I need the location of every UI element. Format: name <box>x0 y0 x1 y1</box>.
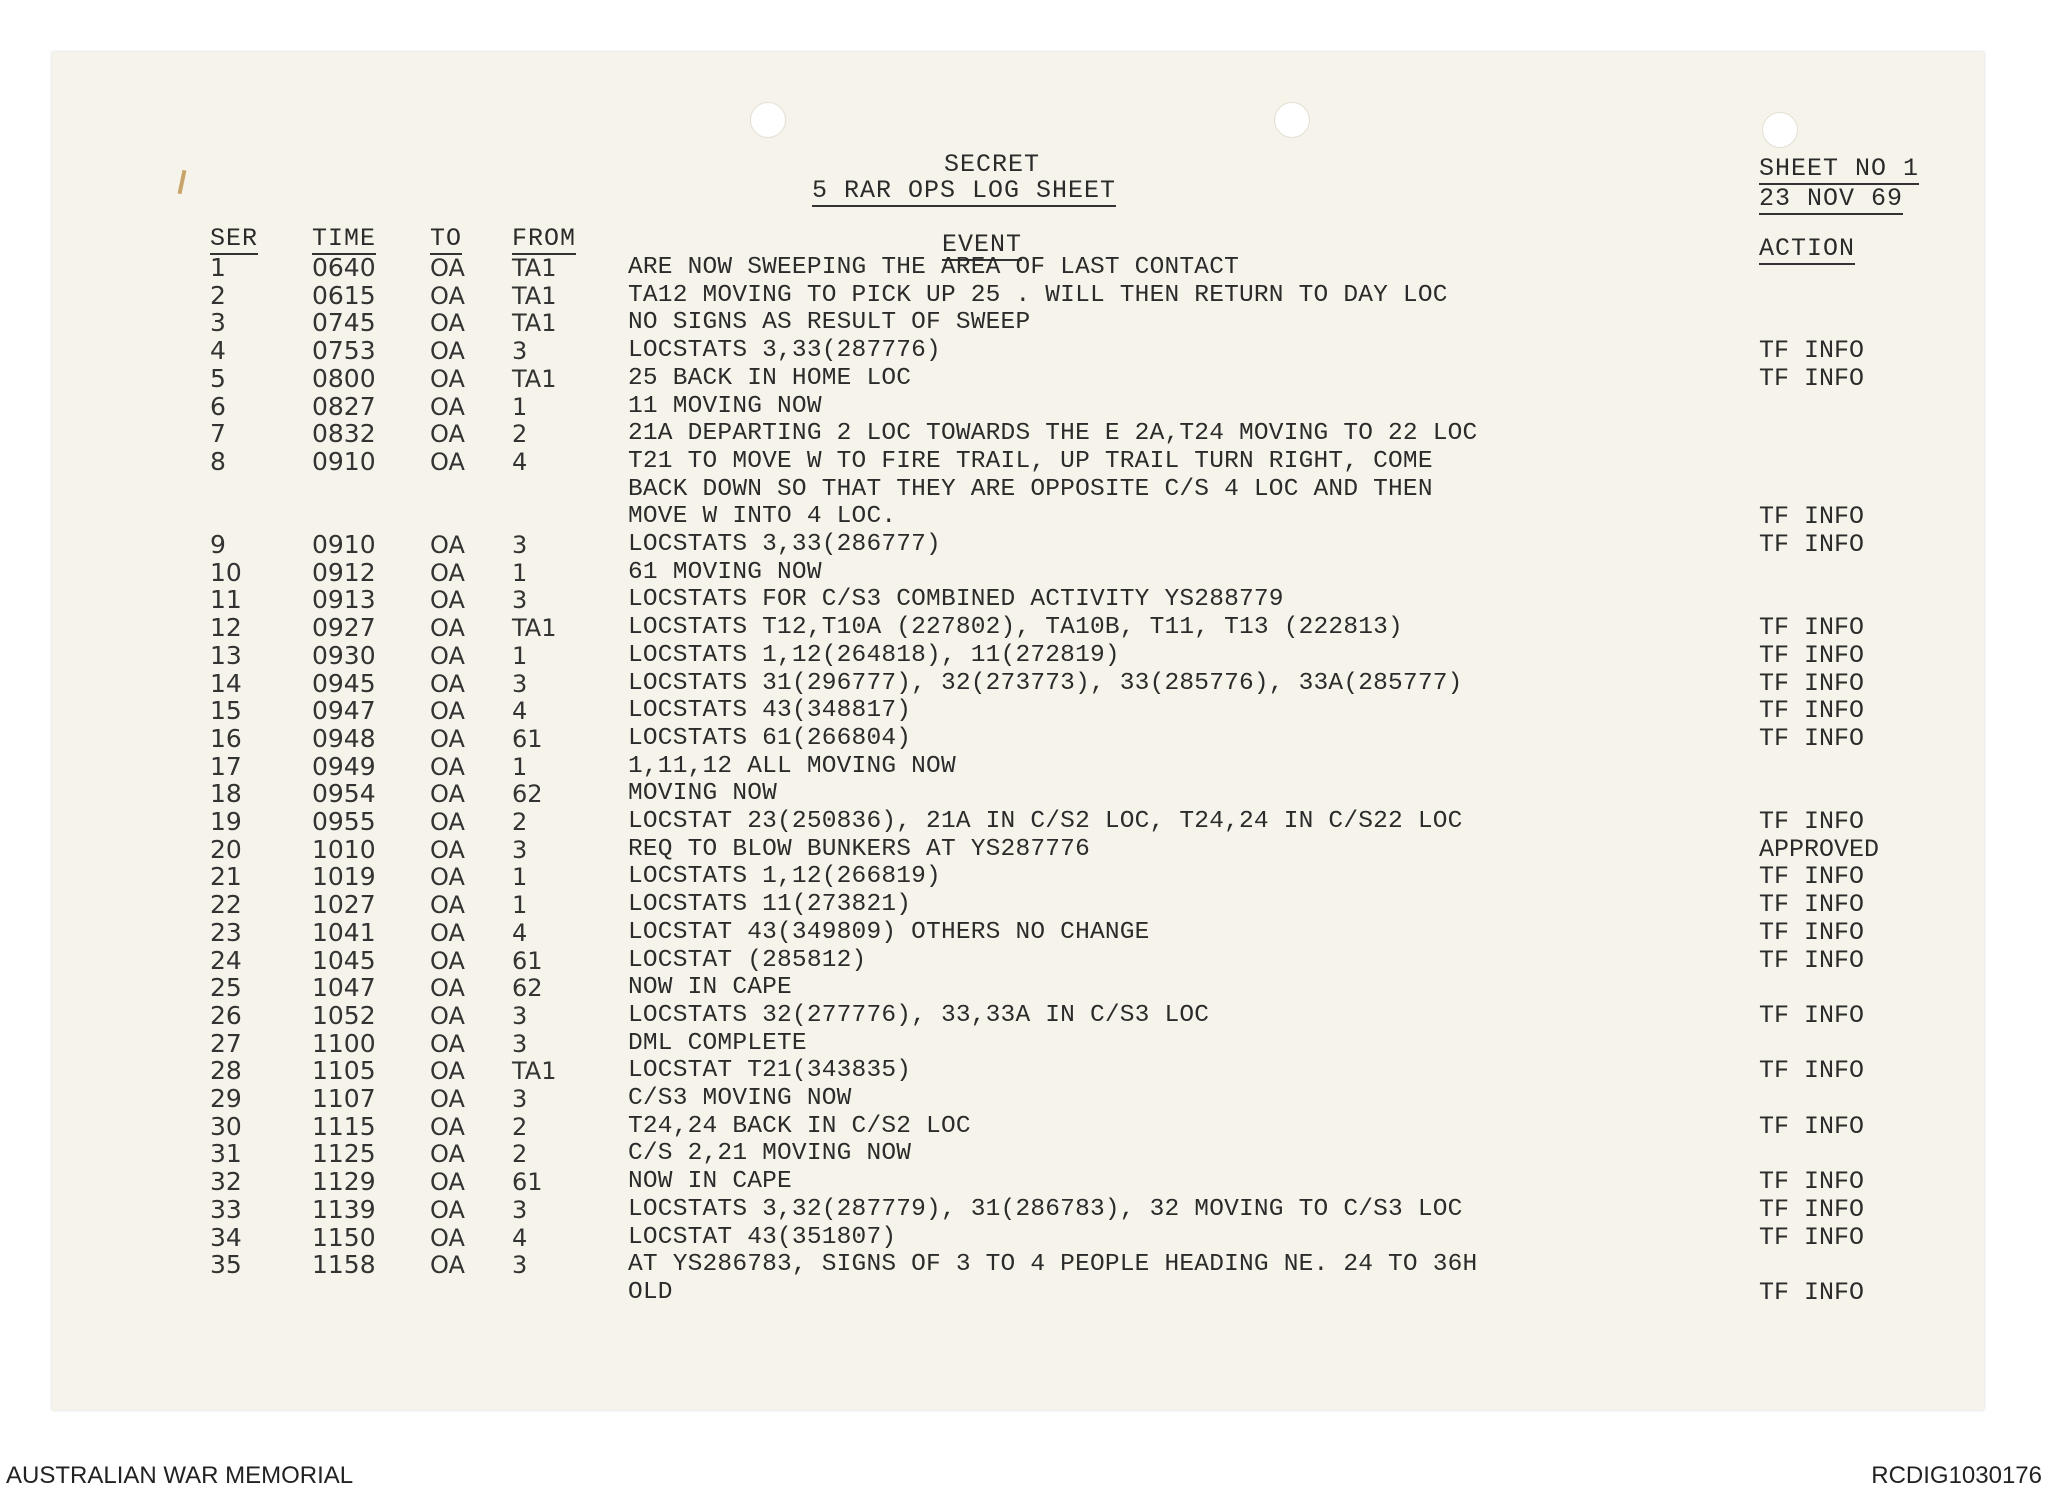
ser-cell: 5 <box>210 363 226 393</box>
column-header-ser: SER <box>210 224 259 253</box>
time-cell: 0640 <box>312 253 376 282</box>
to-cell: OA <box>430 558 465 587</box>
to-cell: OA <box>430 891 465 920</box>
to-cell: OA <box>430 337 465 366</box>
event-cell: T21 TO MOVE W TO FIRE TRAIL, UP TRAIL TURN RIGHT, COME <box>628 447 1433 475</box>
footer-reference-id: RCDIG1030176 <box>1871 1462 2042 1489</box>
to-cell: OA <box>430 918 465 947</box>
event-cell: REQ TO BLOW BUNKERS AT YS287776 <box>628 835 1090 863</box>
ser-cell: 6 <box>210 391 226 421</box>
time-cell: 1027 <box>312 890 376 920</box>
action-cell: TF INFO <box>1759 917 1865 947</box>
time-cell: 0930 <box>312 640 376 670</box>
event-cell: AT YS286783, SIGNS OF 3 TO 4 PEOPLE HEADING NE. 24 TO 36H <box>628 1251 1478 1279</box>
ser-cell: 35 <box>210 1250 242 1280</box>
event-cell: LOCSTAT T21(343835) <box>628 1057 912 1085</box>
ser-cell: 25 <box>210 973 242 1003</box>
ser-cell: 12 <box>210 613 242 643</box>
from-cell: 4 <box>512 447 528 476</box>
time-cell: 1100 <box>312 1028 376 1058</box>
event-cell: 1,11,12 ALL MOVING NOW <box>628 752 956 780</box>
to-cell: OA <box>430 1168 465 1197</box>
event-cell: C/S 2,21 MOVING NOW <box>628 1140 912 1168</box>
ser-cell: 31 <box>210 1139 242 1169</box>
punch-hole-right <box>1762 112 1798 148</box>
action-cell: TF INFO <box>1759 1056 1865 1086</box>
table-row <box>52 1196 1984 1224</box>
to-cell: OA <box>430 835 465 864</box>
action-cell: TF INFO <box>1759 1000 1865 1030</box>
ser-cell: 27 <box>210 1028 242 1058</box>
time-cell: 0912 <box>312 557 376 587</box>
action-cell: TF INFO <box>1759 363 1865 393</box>
time-cell: 1107 <box>312 1084 376 1113</box>
ser-cell: 3 <box>210 308 226 338</box>
to-cell: OA <box>430 1001 465 1030</box>
from-cell: 1 <box>512 891 528 920</box>
to-cell: OA <box>430 863 465 892</box>
action-cell: TF INFO <box>1759 1167 1865 1197</box>
ser-cell: 34 <box>210 1222 242 1252</box>
table-row <box>52 448 1984 476</box>
ser-cell: 10 <box>210 557 242 587</box>
from-cell: TA1 <box>512 309 557 338</box>
to-cell: OA <box>430 1223 465 1252</box>
table-row <box>52 919 1984 947</box>
event-cell: LOCSTATS 3,32(287779), 31(286783), 32 MOVING TO C/S3 LOC <box>628 1195 1463 1223</box>
ser-cell: 9 <box>210 530 226 559</box>
event-cell: NO SIGNS AS RESULT OF SWEEP <box>628 309 1031 337</box>
event-cell: LOCSTATS 1,12(266819) <box>628 863 941 891</box>
ser-cell: 8 <box>210 446 226 476</box>
to-cell: OA <box>430 946 465 975</box>
table-row <box>52 254 1984 282</box>
event-cell: MOVE W INTO 4 LOC. <box>628 503 897 531</box>
ser-cell: 32 <box>210 1167 242 1197</box>
event-cell: LOCSTATS 1,12(264818), 11(272819) <box>628 641 1120 669</box>
ser-cell: 26 <box>210 1000 242 1030</box>
from-cell: TA1 <box>512 614 557 643</box>
event-cell: LOCSTATS 3,33(286777) <box>628 531 941 558</box>
column-header-time: TIME <box>312 224 377 253</box>
time-cell: 0800 <box>312 363 376 393</box>
to-cell: OA <box>430 420 465 449</box>
table-row <box>52 1057 1984 1085</box>
action-cell: TF INFO <box>1759 336 1865 366</box>
time-cell: 1047 <box>312 973 376 1003</box>
event-cell: DML COMPLETE <box>628 1029 807 1057</box>
to-cell: OA <box>430 281 465 310</box>
time-cell: 0827 <box>312 391 376 421</box>
to-cell: OA <box>430 1251 465 1280</box>
table-row <box>52 670 1984 698</box>
table-row <box>52 1279 1984 1307</box>
time-cell: 1139 <box>312 1194 376 1224</box>
from-cell: 1 <box>512 752 528 781</box>
to-cell: OA <box>430 531 465 559</box>
time-cell: 0745 <box>312 308 376 338</box>
time-cell: 1115 <box>312 1111 376 1141</box>
action-cell: TF INFO <box>1759 613 1865 643</box>
footer-institution: AUSTRALIAN WAR MEMORIAL <box>6 1462 354 1489</box>
to-cell: OA <box>430 364 465 393</box>
time-cell: 1125 <box>312 1139 376 1169</box>
table-row <box>52 891 1984 919</box>
time-cell: 1129 <box>312 1167 376 1197</box>
table-row <box>52 420 1984 448</box>
ser-cell: 19 <box>210 807 242 836</box>
from-cell: 3 <box>512 669 528 698</box>
action-cell: TF INFO <box>1759 945 1865 975</box>
ser-cell: 2 <box>210 280 226 310</box>
table-row <box>52 614 1984 642</box>
from-cell: 62 <box>512 974 543 1003</box>
event-cell: BACK DOWN SO THAT THEY ARE OPPOSITE C/S 4 LOC AND THEN <box>628 475 1433 503</box>
ser-cell: 13 <box>210 640 242 670</box>
ser-cell: 16 <box>210 723 242 753</box>
time-cell: 0948 <box>312 723 376 753</box>
action-cell: TF INFO <box>1759 1111 1865 1141</box>
ser-cell: 15 <box>210 696 242 726</box>
to-cell: OA <box>430 1029 465 1058</box>
log-title: 5 RAR OPS LOG SHEET <box>812 176 1117 205</box>
sheet-number: SHEET NO 1 <box>1759 154 1920 183</box>
to-cell: OA <box>430 780 465 809</box>
table-row <box>52 503 1984 531</box>
ser-cell: 14 <box>210 668 242 698</box>
time-cell: 1052 <box>312 1000 376 1030</box>
table-row <box>52 836 1984 864</box>
to-cell: OA <box>430 254 465 282</box>
classification-label: SECRET <box>944 150 1041 179</box>
time-cell: 1158 <box>312 1250 376 1280</box>
from-cell: 3 <box>512 1001 528 1030</box>
from-cell: 61 <box>512 1168 543 1197</box>
action-cell: TF INFO <box>1759 640 1865 670</box>
time-cell: 1045 <box>312 945 376 975</box>
action-cell: TF INFO <box>1759 1277 1865 1307</box>
event-cell: MOVING NOW <box>628 780 778 808</box>
event-cell: LOCSTATS 31(296777), 32(273773), 33(285776), 33A(285777) <box>628 669 1463 697</box>
time-cell: 0947 <box>312 696 376 726</box>
sheet-date: 23 NOV 69 <box>1759 184 1904 213</box>
punch-hole-left <box>750 102 786 138</box>
table-row <box>52 559 1984 587</box>
to-cell: OA <box>430 641 465 670</box>
event-cell: LOCSTATS 3,33(287776) <box>628 337 941 365</box>
event-cell: LOCSTAT 23(250836), 21A IN C/S2 LOC, T24,24 IN C/S22 LOC <box>628 808 1463 835</box>
action-cell: TF INFO <box>1759 862 1865 892</box>
ser-cell: 33 <box>210 1194 242 1224</box>
to-cell: OA <box>430 586 465 615</box>
time-cell: 0927 <box>312 613 376 643</box>
action-cell: TF INFO <box>1759 1222 1865 1252</box>
time-cell: 1019 <box>312 862 376 892</box>
event-cell: NOW IN CAPE <box>628 1168 792 1196</box>
from-cell: 3 <box>512 1251 528 1280</box>
from-cell: 62 <box>512 780 543 809</box>
to-cell: OA <box>430 669 465 698</box>
document-sheet <box>52 52 1984 1410</box>
from-cell: 4 <box>512 918 528 947</box>
ser-cell: 23 <box>210 917 242 947</box>
time-cell: 0910 <box>312 446 376 476</box>
time-cell: 0945 <box>312 668 376 698</box>
ser-cell: 21 <box>210 862 242 892</box>
time-cell: 0955 <box>312 807 376 836</box>
time-cell: 1105 <box>312 1056 376 1086</box>
ser-cell: 24 <box>210 945 242 975</box>
table-row <box>52 476 1984 504</box>
event-cell: LOCSTATS FOR C/S3 COMBINED ACTIVITY YS288779 <box>628 586 1284 614</box>
table-row <box>52 365 1984 393</box>
to-cell: OA <box>430 752 465 781</box>
to-cell: OA <box>430 808 465 836</box>
table-row <box>52 282 1984 310</box>
table-row <box>52 393 1984 421</box>
punch-hole-middle <box>1274 102 1310 138</box>
event-cell: OLD <box>628 1278 673 1306</box>
event-cell: 11 MOVING NOW <box>628 392 822 420</box>
paper-stain <box>178 170 187 194</box>
table-row <box>52 1002 1984 1030</box>
from-cell: TA1 <box>512 281 557 310</box>
from-cell: 2 <box>512 1112 528 1141</box>
to-cell: OA <box>430 392 465 421</box>
action-cell: TF INFO <box>1759 696 1865 726</box>
event-cell: TA12 MOVING TO PICK UP 25 . WILL THEN RETURN TO DAY LOC <box>628 281 1448 309</box>
event-cell: LOCSTATS 11(273821) <box>628 891 912 919</box>
from-cell: 3 <box>512 1195 528 1224</box>
action-cell: TF INFO <box>1759 723 1865 753</box>
from-cell: 61 <box>512 724 543 753</box>
to-cell: OA <box>430 974 465 1003</box>
table-row <box>52 780 1984 808</box>
from-cell: 1 <box>512 392 528 421</box>
time-cell: 0949 <box>312 751 376 781</box>
event-cell: T24,24 BACK IN C/S2 LOC <box>628 1112 971 1140</box>
table-row <box>52 1224 1984 1252</box>
ser-cell: 18 <box>210 779 242 809</box>
table-row <box>52 1168 1984 1196</box>
column-header-to: TO <box>430 224 463 253</box>
action-cell: TF INFO <box>1759 890 1865 920</box>
table-row <box>52 974 1984 1002</box>
from-cell: 3 <box>512 1085 528 1113</box>
event-cell: LOCSTATS 32(277776), 33,33A IN C/S3 LOC <box>628 1001 1210 1029</box>
from-cell: 1 <box>512 558 528 587</box>
to-cell: OA <box>430 1057 465 1086</box>
ser-cell: 29 <box>210 1084 242 1113</box>
event-cell: LOCSTAT (285812) <box>628 946 867 974</box>
action-cell: TF INFO <box>1759 502 1865 532</box>
from-cell: 1 <box>512 641 528 670</box>
table-row <box>52 337 1984 365</box>
ser-cell: 17 <box>210 751 242 781</box>
time-cell: 1010 <box>312 834 376 864</box>
table-row <box>52 1113 1984 1141</box>
ser-cell: 11 <box>210 585 242 615</box>
event-cell: C/S3 MOVING NOW <box>628 1085 852 1112</box>
table-row <box>52 863 1984 891</box>
from-cell: 3 <box>512 1029 528 1058</box>
table-row <box>52 531 1984 559</box>
table-row <box>52 1030 1984 1058</box>
to-cell: OA <box>430 697 465 726</box>
ser-cell: 28 <box>210 1056 242 1086</box>
event-cell: 21A DEPARTING 2 LOC TOWARDS THE E 2A,T24 MOVING TO 22 LOC <box>628 420 1478 448</box>
from-cell: 3 <box>512 531 528 559</box>
action-cell: TF INFO <box>1759 1194 1865 1224</box>
to-cell: OA <box>430 1112 465 1141</box>
ser-cell: 22 <box>210 890 242 920</box>
from-cell: TA1 <box>512 1057 557 1086</box>
action-cell: TF INFO <box>1759 530 1865 559</box>
time-cell: 0913 <box>312 585 376 615</box>
from-cell: 3 <box>512 586 528 615</box>
table-row <box>52 1140 1984 1168</box>
from-cell: 61 <box>512 946 543 975</box>
event-cell: 25 BACK IN HOME LOC <box>628 364 912 392</box>
from-cell: 3 <box>512 835 528 864</box>
action-cell: TF INFO <box>1759 668 1865 698</box>
ser-cell: 1 <box>210 253 226 282</box>
column-header-event: EVENT <box>942 230 1023 259</box>
table-row <box>52 309 1984 337</box>
event-cell: LOCSTATS 43(348817) <box>628 697 912 725</box>
ser-cell: 7 <box>210 419 226 449</box>
ser-cell: 30 <box>210 1111 242 1141</box>
from-cell: 2 <box>512 1140 528 1169</box>
event-cell: NOW IN CAPE <box>628 974 792 1002</box>
time-cell: 0753 <box>312 336 376 366</box>
to-cell: OA <box>430 309 465 338</box>
to-cell: OA <box>430 1140 465 1169</box>
action-cell: APPROVED <box>1759 834 1880 864</box>
to-cell: OA <box>430 447 465 476</box>
from-cell: 2 <box>512 808 528 836</box>
event-cell: 61 MOVING NOW <box>628 558 822 586</box>
table-row <box>52 725 1984 753</box>
time-cell: 1041 <box>312 917 376 947</box>
from-cell: TA1 <box>512 364 557 393</box>
column-header-action: ACTION <box>1759 234 1856 263</box>
time-cell: 0954 <box>312 779 376 809</box>
from-cell: TA1 <box>512 254 557 282</box>
column-header-from: FROM <box>512 224 577 253</box>
table-row <box>52 697 1984 725</box>
table-row <box>52 1251 1984 1279</box>
event-cell: ARE NOW SWEEPING THE AREA OF LAST CONTACT <box>628 254 1239 281</box>
table-row <box>52 1085 1984 1113</box>
from-cell: 3 <box>512 337 528 366</box>
ser-cell: 20 <box>210 834 242 864</box>
event-cell: LOCSTAT 43(349809) OTHERS NO CHANGE <box>628 918 1150 946</box>
time-cell: 1150 <box>312 1222 376 1252</box>
action-cell: TF INFO <box>1759 807 1865 836</box>
event-cell: LOCSTATS T12,T10A (227802), TA10B, T11, T13 (222813) <box>628 614 1403 642</box>
event-cell: LOCSTAT 43(351807) <box>628 1223 897 1251</box>
table-row <box>52 808 1984 836</box>
to-cell: OA <box>430 1085 465 1113</box>
to-cell: OA <box>430 1195 465 1224</box>
to-cell: OA <box>430 724 465 753</box>
table-row <box>52 586 1984 614</box>
table-row <box>52 753 1984 781</box>
time-cell: 0615 <box>312 280 376 310</box>
to-cell: OA <box>430 614 465 643</box>
table-row <box>52 642 1984 670</box>
from-cell: 4 <box>512 697 528 726</box>
event-cell: LOCSTATS 61(266804) <box>628 724 912 752</box>
from-cell: 1 <box>512 863 528 892</box>
from-cell: 2 <box>512 420 528 449</box>
time-cell: 0910 <box>312 530 376 559</box>
from-cell: 4 <box>512 1223 528 1252</box>
ser-cell: 4 <box>210 336 226 366</box>
table-row <box>52 947 1984 975</box>
time-cell: 0832 <box>312 419 376 449</box>
